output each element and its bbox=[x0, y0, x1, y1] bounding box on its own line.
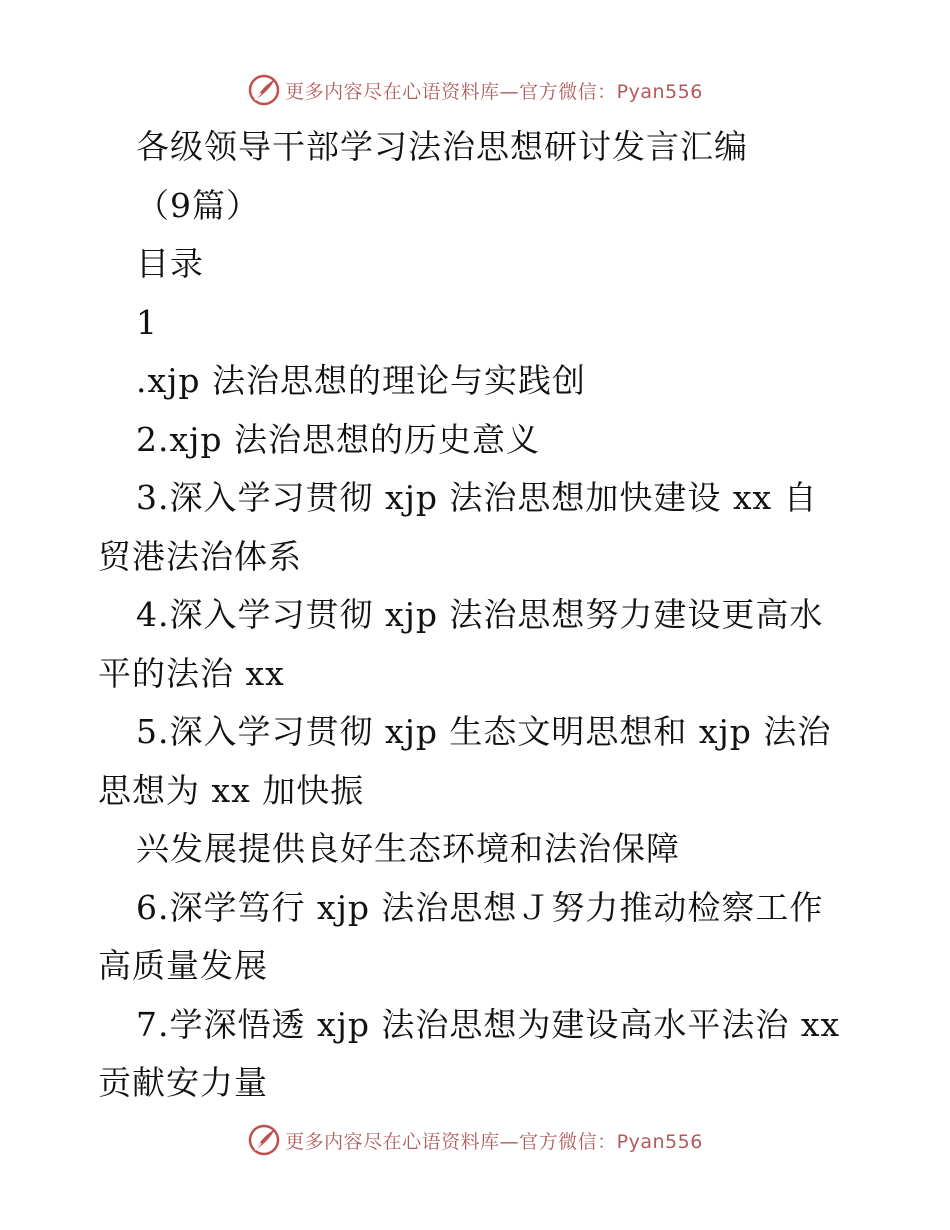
toc-line: 兴发展提供良好生态环境和法治保障 bbox=[136, 829, 680, 868]
toc-line: 贡献安力量 bbox=[98, 1063, 268, 1102]
toc-line: 高质量发展 bbox=[98, 946, 268, 985]
toc-heading: 目录 bbox=[136, 244, 204, 283]
toc-line: 4.深入学习贯彻 xjp 法治思想努力建设更高水 bbox=[136, 595, 824, 634]
toc-line: 思想为 xx 加快振 bbox=[98, 770, 365, 810]
toc-list bbox=[98, 294, 858, 1113]
header-banner-text: 更多内容尽在心语资料库—官方微信：Pyan556 bbox=[285, 80, 703, 103]
toc-line: 贸港法治体系 bbox=[98, 536, 302, 576]
document-title: 各级领导干部学习法治思想研讨发言汇编 bbox=[136, 127, 748, 166]
footer-banner bbox=[0, 1120, 950, 1160]
footer-banner-text: 更多内容尽在心语资料库—官方微信：Pyan556 bbox=[285, 1130, 703, 1153]
toc-line: .xjp 法治思想的理论与实践创 bbox=[136, 361, 586, 400]
toc-line: 7.学深悟透 xjp 法治思想为建设高水平法治 xx bbox=[136, 1004, 841, 1044]
header-banner bbox=[0, 70, 950, 110]
quill-pen-logo-icon bbox=[247, 1123, 281, 1157]
document-subtitle: （9篇） bbox=[136, 185, 260, 225]
toc-line: 5.深入学习贯彻 xjp 生态文明思想和 xjp 法治 bbox=[136, 712, 832, 751]
toc-line: 平的法治 xx bbox=[98, 653, 285, 693]
toc-line: 6.深学笃行 xjp 法治思想Ｊ努力推动检察工作 bbox=[136, 887, 824, 927]
toc-line: 2.xjp 法治思想的历史意义 bbox=[136, 419, 540, 459]
quill-pen-logo-icon bbox=[247, 73, 281, 107]
toc-line: 1 bbox=[136, 302, 158, 342]
toc-line: 3.深入学习贯彻 xjp 法治思想加快建设 xx 自 bbox=[136, 478, 818, 517]
document-body bbox=[98, 118, 858, 1113]
